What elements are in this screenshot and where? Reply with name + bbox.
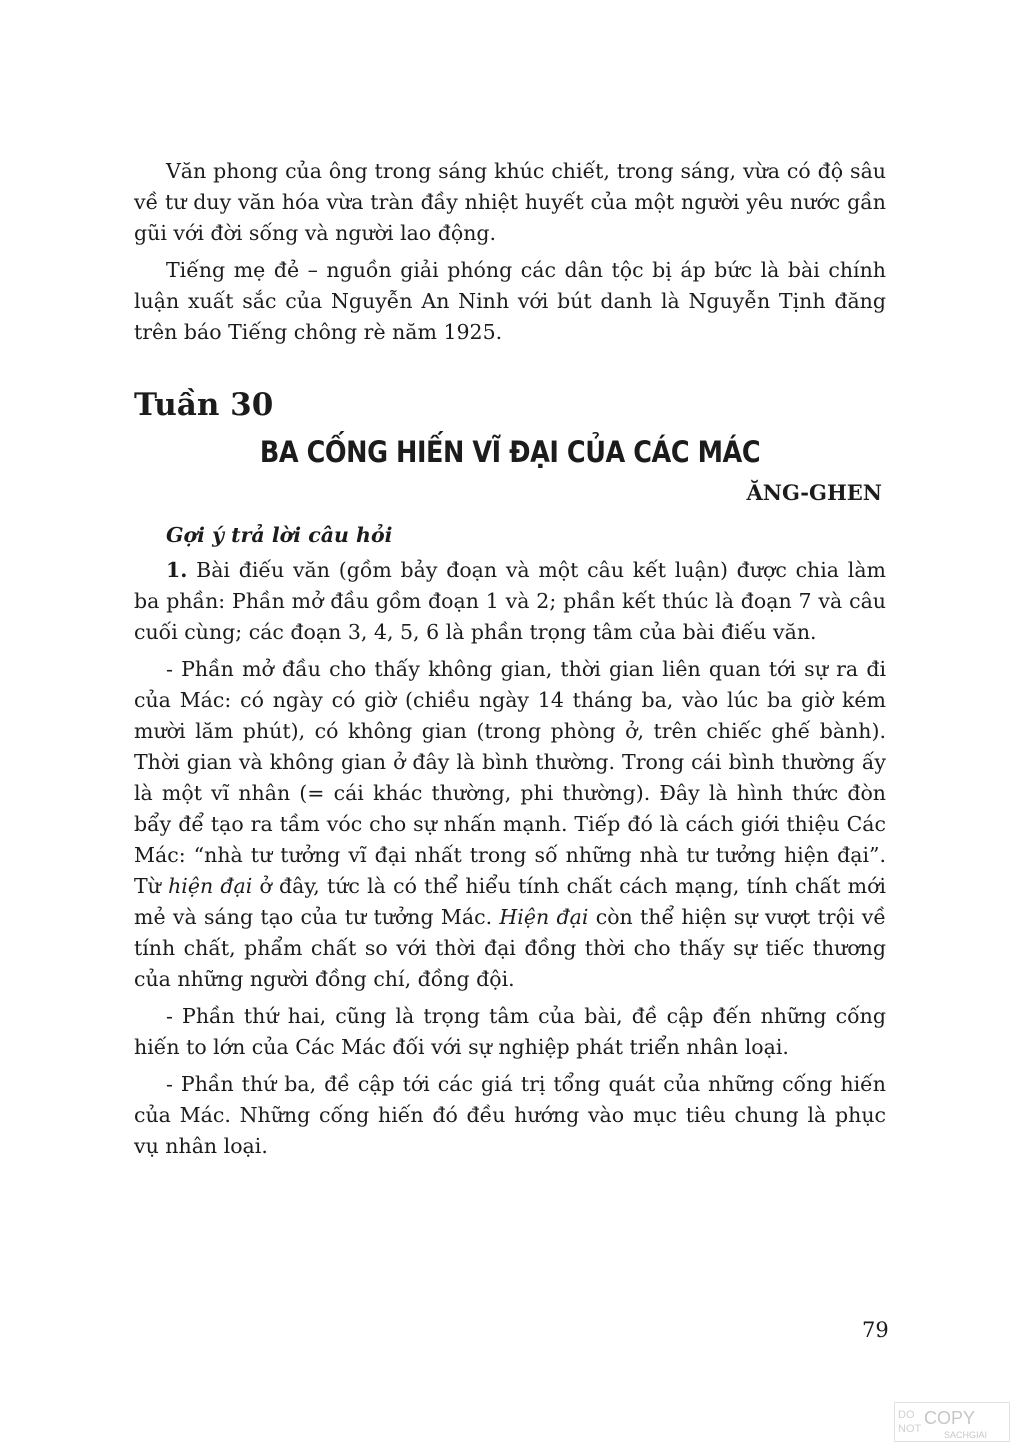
watermark-logo: [894, 1402, 1010, 1442]
part-3-paragraph: - Phần thứ ba, đề cập tới các giá trị tổng quát của những cống hiến của Mác. Những cống hiến đó đều hướng vào mục tiêu chung là phục vụ nhân loại.: [134, 1072, 886, 1158]
part-1-emphasis-1: hiện đại: [168, 874, 253, 898]
answer-number: 1.: [166, 558, 188, 582]
part-2-paragraph: - Phần thứ hai, cũng là trọng tâm của bài, đề cập đến những cống hiến to lớn của Các Mác đối với sự nghiệp phát triển nhân loại.: [134, 1004, 886, 1059]
lesson-title: BA CỐNG HIẾN VĨ ĐẠI CỦA CÁC MÁC: [259, 435, 761, 469]
intro-paragraph-2: Tiếng mẹ đẻ – nguồn giải phóng các dân tộc bị áp bức là bài chính luận xuất sắc của Nguyễn An Ninh với bút danh là Nguyễn Tịnh đăng trên báo Tiếng chông rè năm 1925.: [134, 258, 886, 344]
part-1-text-b: ở đây, tức là có thể hiểu tính chất cách mạng, tính chất mới mẻ và sáng tạo của tư tưởng Mác.: [134, 874, 886, 929]
part-1-text-c: còn thể hiện sự vượt trội về tính chất, phẩm chất so với thời đại đồng thời cho thấy sự tiếc thương của những người đồng chí, đồng đội.: [134, 905, 886, 991]
answer-1: [134, 555, 886, 648]
watermark-text-2b: SACHGIAI: [944, 1430, 988, 1440]
section-heading: Gợi ý trả lời câu hỏi: [166, 523, 393, 547]
author-name: ĂNG-GHEN: [746, 480, 882, 505]
page-number: 79: [862, 1318, 889, 1342]
answers-section: [134, 520, 886, 1168]
watermark-text-2a: NOT: [898, 1423, 922, 1435]
answer-1-text: Bài điếu văn (gồm bảy đoạn và một câu kết luận) được chia làm ba phần: Phần mở đầu gồm đoạn 1 và 2; phần kết thúc là đoạn 7 và câu cuối cùng; các đoạn 3, 4, 5, 6 là phần trọng tâm của bài điếu văn.: [134, 558, 886, 644]
intro-paragraph-1: Văn phong của ông trong sáng khúc chiết, trong sáng, vừa có độ sâu về tư duy văn hóa vừa tràn đầy nhiệt huyết của một người yêu nước gần gũi với đời sống và người lao động.: [134, 159, 886, 245]
part-1-emphasis-2: Hiện đại: [499, 905, 589, 929]
week-heading: Tuần 30: [134, 387, 274, 423]
intro-section: [134, 156, 886, 354]
part-1-text-a: - Phần mở đầu cho thấy không gian, thời gian liên quan tới sự ra đi của Mác: có ngày có giờ (chiều ngày 14 tháng ba, vào lúc ba giờ kém mười lăm phút), có không gian (trong phòng ở, trên chiếc ghế bành). Thời gian và không gian ở đây là bình thường. Trong cái bình thường ấy là một vĩ nhân (= cái khác thường, phi thường). Đây là hình thức đòn bẩy để tạo ra tầm vóc cho sự nhấn mạnh. Tiếp đó là cách giới thiệu Các Mác: “nhà tư tưởng vĩ đại nhất trong số những nhà tư tưởng hiện đại”. Từ: [134, 657, 886, 898]
watermark-text-1a: DO: [898, 1409, 915, 1421]
part-1-paragraph: [134, 654, 886, 995]
watermark-text-1b: COPY: [924, 1408, 976, 1428]
